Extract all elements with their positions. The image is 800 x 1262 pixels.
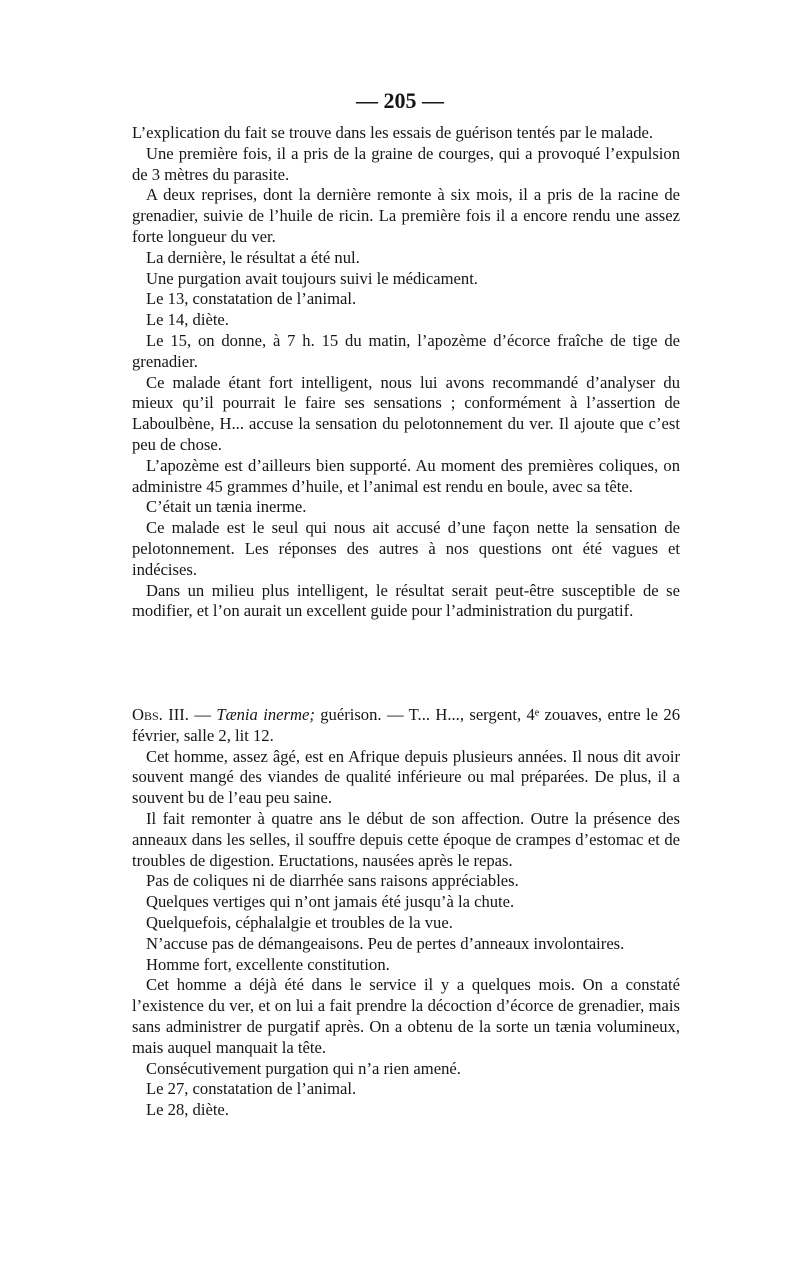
paragraph: Quelques vertiges qui n’ont jamais été jusqu’à la chute.	[146, 892, 515, 912]
paragraph: Le 28, diète.	[146, 1100, 229, 1120]
paragraph: A deux reprises, dont la dernière remonte à six mois, il a pris de la racine de grenadier, suivie de l’huile de ricin. La première fois il a encore rendu une assez forte longueur du ver.	[132, 185, 680, 246]
paragraph: Dans un milieu plus intelligent, le résultat serait peut-être susceptible de se modifier, et l’on aurait un excellent guide pour l’administration du purgatif.	[132, 580, 680, 621]
observation-label: Obs. III. —	[132, 705, 211, 724]
paragraph: Pas de coliques ni de diarrhée sans raisons appréciables.	[146, 871, 519, 891]
paragraph: Quelquefois, céphalalgie et troubles de la vue.	[146, 912, 453, 932]
paragraph: Le 13, constatation de l’animal.	[146, 289, 357, 309]
text-block-observation	[132, 705, 680, 1121]
paragraph: Ce malade est le seul qui nous ait accusé d’une façon nette la sensation de pelotonnement. Les réponses des autres à nos questions ont été vagues et indécises.	[132, 518, 680, 579]
paragraph: Une première fois, il a pris de la graine de courges, qui a provoqué l’expulsion de 3 mètres du parasite.	[132, 143, 680, 184]
paragraph: Le 15, on donne, à 7 h. 15 du matin, l’apozème d’écorce fraîche de tige de grenadier.	[132, 330, 680, 371]
paragraph: Une purgation avait toujours suivi le médicament.	[146, 268, 478, 288]
paragraph: Ce malade étant fort intelligent, nous lui avons recommandé d’analyser du mieux qu’il pourrait le faire ses sensations ; conformément à l’assertion de Laboulbène, H... accuse la sensation du pelotonnement du ver. Il ajoute que c’est peu de chose.	[132, 372, 680, 454]
observation-details: guérison. — T... H..., sergent, 4ᵉ zouaves, entre le 26 février, salle 2, lit 12.	[132, 705, 680, 745]
paragraph: Consécutivement purgation qui n’a rien amené.	[146, 1058, 461, 1078]
paragraph: C’était un tænia inerme.	[146, 497, 307, 517]
page-number: — 205 —	[356, 88, 444, 113]
paragraph: Le 14, diète.	[146, 310, 229, 330]
paragraph: Il fait remonter à quatre ans le début de son affection. Outre la présence des anneaux dans les selles, il souffre depuis cette époque de crampes d’estomac et de troubles de digestion. Eructations, nausées après le repas.	[132, 808, 680, 870]
observation-title: Tænia inerme;	[216, 705, 315, 724]
paragraph: N’accuse pas de démangeaisons. Peu de pertes d’anneaux involontaires.	[146, 933, 625, 953]
paragraph: L’apozème est d’ailleurs bien supporté. Au moment des premières coliques, on administre 45 grammes d’huile, et l’animal est rendu en boule, avec sa tête.	[132, 455, 680, 496]
paragraph: Cet homme a déjà été dans le service il y a quelques mois. On a constaté l’existence du ver, et on lui a fait prendre la décoction d’écorce de grenadier, mais sans administrer de purgatif après. On a obtenu de la sorte un tænia volumineux, mais auquel manquait la tête.	[132, 975, 680, 1057]
paragraph: La dernière, le résultat a été nul.	[146, 247, 360, 267]
paragraph: Le 27, constatation de l’animal.	[146, 1079, 357, 1099]
text-block-upper	[132, 123, 680, 622]
paragraph: Cet homme, assez âgé, est en Afrique depuis plusieurs années. Il nous dit avoir souvent mangé des viandes de qualité inférieure ou mal préparées. De plus, il a souvent bu de l’eau peu saine.	[132, 746, 680, 808]
paragraph: L’explication du fait se trouve dans les essais de guérison tentés par le malade.	[132, 123, 654, 142]
observation-heading	[132, 705, 680, 747]
paragraph: Homme fort, excellente constitution.	[146, 954, 390, 974]
